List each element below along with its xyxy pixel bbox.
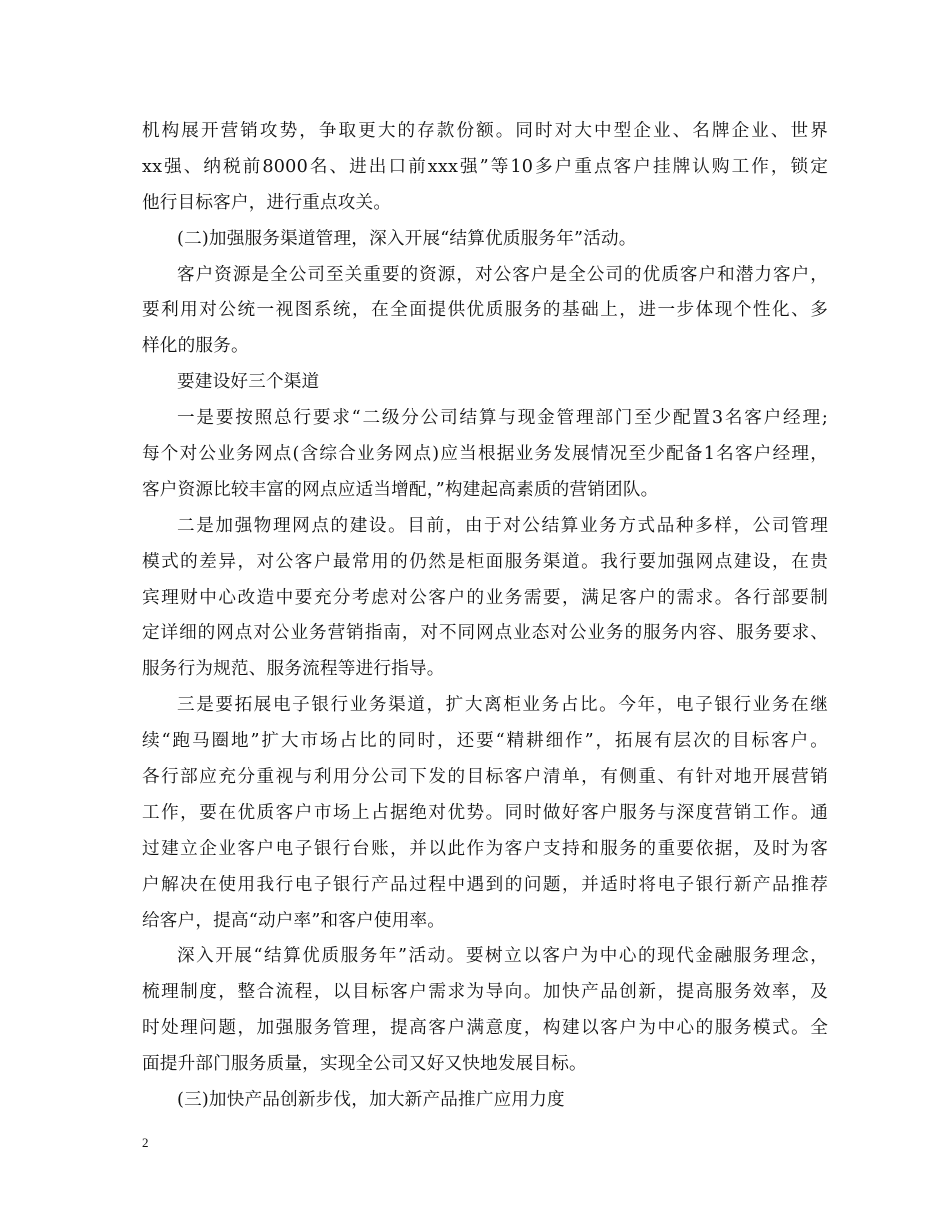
text-line: 续“跑马圈地”扩大市场占比的同时，还要“精耕细作”，拓展有层次的目标客户。 (142, 731, 828, 752)
document-body (142, 114, 828, 1119)
text-line: 机构展开营销攻势，争取更大的存款份额。同时对大中型企业、名牌企业、世界 (142, 121, 828, 141)
text-line: (三)加快产品创新步伐，加大新产品推广应用力度 (177, 1090, 565, 1111)
text-line: 一是要按照总行要求“二级分公司结算与现金管理部门至少配置3名客户经理; (177, 408, 828, 429)
text-line: 样化的服务。 (142, 336, 249, 357)
text-line: 服务行为规范、服务流程等进行指导。 (142, 659, 445, 680)
text-line: 二是加强物理网点的建设。目前，由于对公结算业务方式品种多样，公司管理 (177, 515, 828, 536)
text-line: 每个对公业务网点(含综合业务网点)应当根据业务发展情况至少配备1名客户经理， (142, 444, 828, 465)
text-line: 定详细的网点对公业务营销指南，对不同网点业态对公业务的服务内容、服务要求、 (142, 623, 828, 644)
text-line: 要建设好三个渠道 (177, 372, 320, 393)
text-line: 三是要拓展电子银行业务渠道，扩大离柜业务占比。今年，电子银行业务在继 (177, 695, 828, 716)
text-line: 过建立企业客户电子银行台账，并以此作为客户支持和服务的重要依据，及时为客 (142, 838, 828, 859)
page-number: 2 (142, 1135, 149, 1150)
text-line: 面提升部门服务质量，实现全公司又好又快地发展目标。 (142, 1054, 587, 1075)
text-line: xx强、纳税前8000名、进出口前xxx强”等10多户重点客户挂牌认购工作，锁定 (142, 156, 828, 177)
text-line: 梳理制度，整合流程，以目标客户需求为导向。加快产品创新，提高服务效率，及 (142, 982, 828, 1003)
text-line: 工作，要在优质客户市场上占据绝对优势。同时做好客户服务与深度营销工作。通 (142, 802, 828, 823)
text-line: 客户资源是全公司至关重要的资源，对公客户是全公司的优质客户和潜力客户， (177, 264, 828, 285)
text-line: 深入开展“结算优质服务年”活动。要树立以客户为中心的现代金融服务理念， (177, 946, 828, 967)
text-line: 各行部应充分重视与利用分公司下发的目标客户清单，有侧重、有针对地开展营销 (142, 767, 828, 788)
text-line: 给客户，提高“动户率”和客户使用率。 (142, 910, 446, 931)
text-line: (二)加强服务渠道管理，深入开展“结算优质服务年”活动。 (177, 228, 637, 249)
text-line: 时处理问题，加强服务管理，提高客户满意度，构建以客户为中心的服务模式。全 (142, 1018, 828, 1039)
text-line: 客户资源比较丰富的网点应适当增配，”构建起高素质的营销团队。 (142, 479, 659, 500)
text-line: 宾理财中心改造中要充分考虑对公客户的业务需要，满足客户的需求。各行部要制 (142, 587, 828, 608)
text-line: 要利用对公统一视图系统，在全面提供优质服务的基础上，进一步体现个性化、多 (142, 300, 828, 321)
text-line: 户解决在使用我行电子银行产品过程中遇到的问题，并适时将电子银行新产品推荐 (142, 874, 828, 895)
text-line: 模式的差异，对公客户最常用的仍然是柜面服务渠道。我行要加强网点建设，在贵 (142, 551, 828, 572)
text-line: 他行目标客户，进行重点攻关。 (142, 192, 392, 213)
